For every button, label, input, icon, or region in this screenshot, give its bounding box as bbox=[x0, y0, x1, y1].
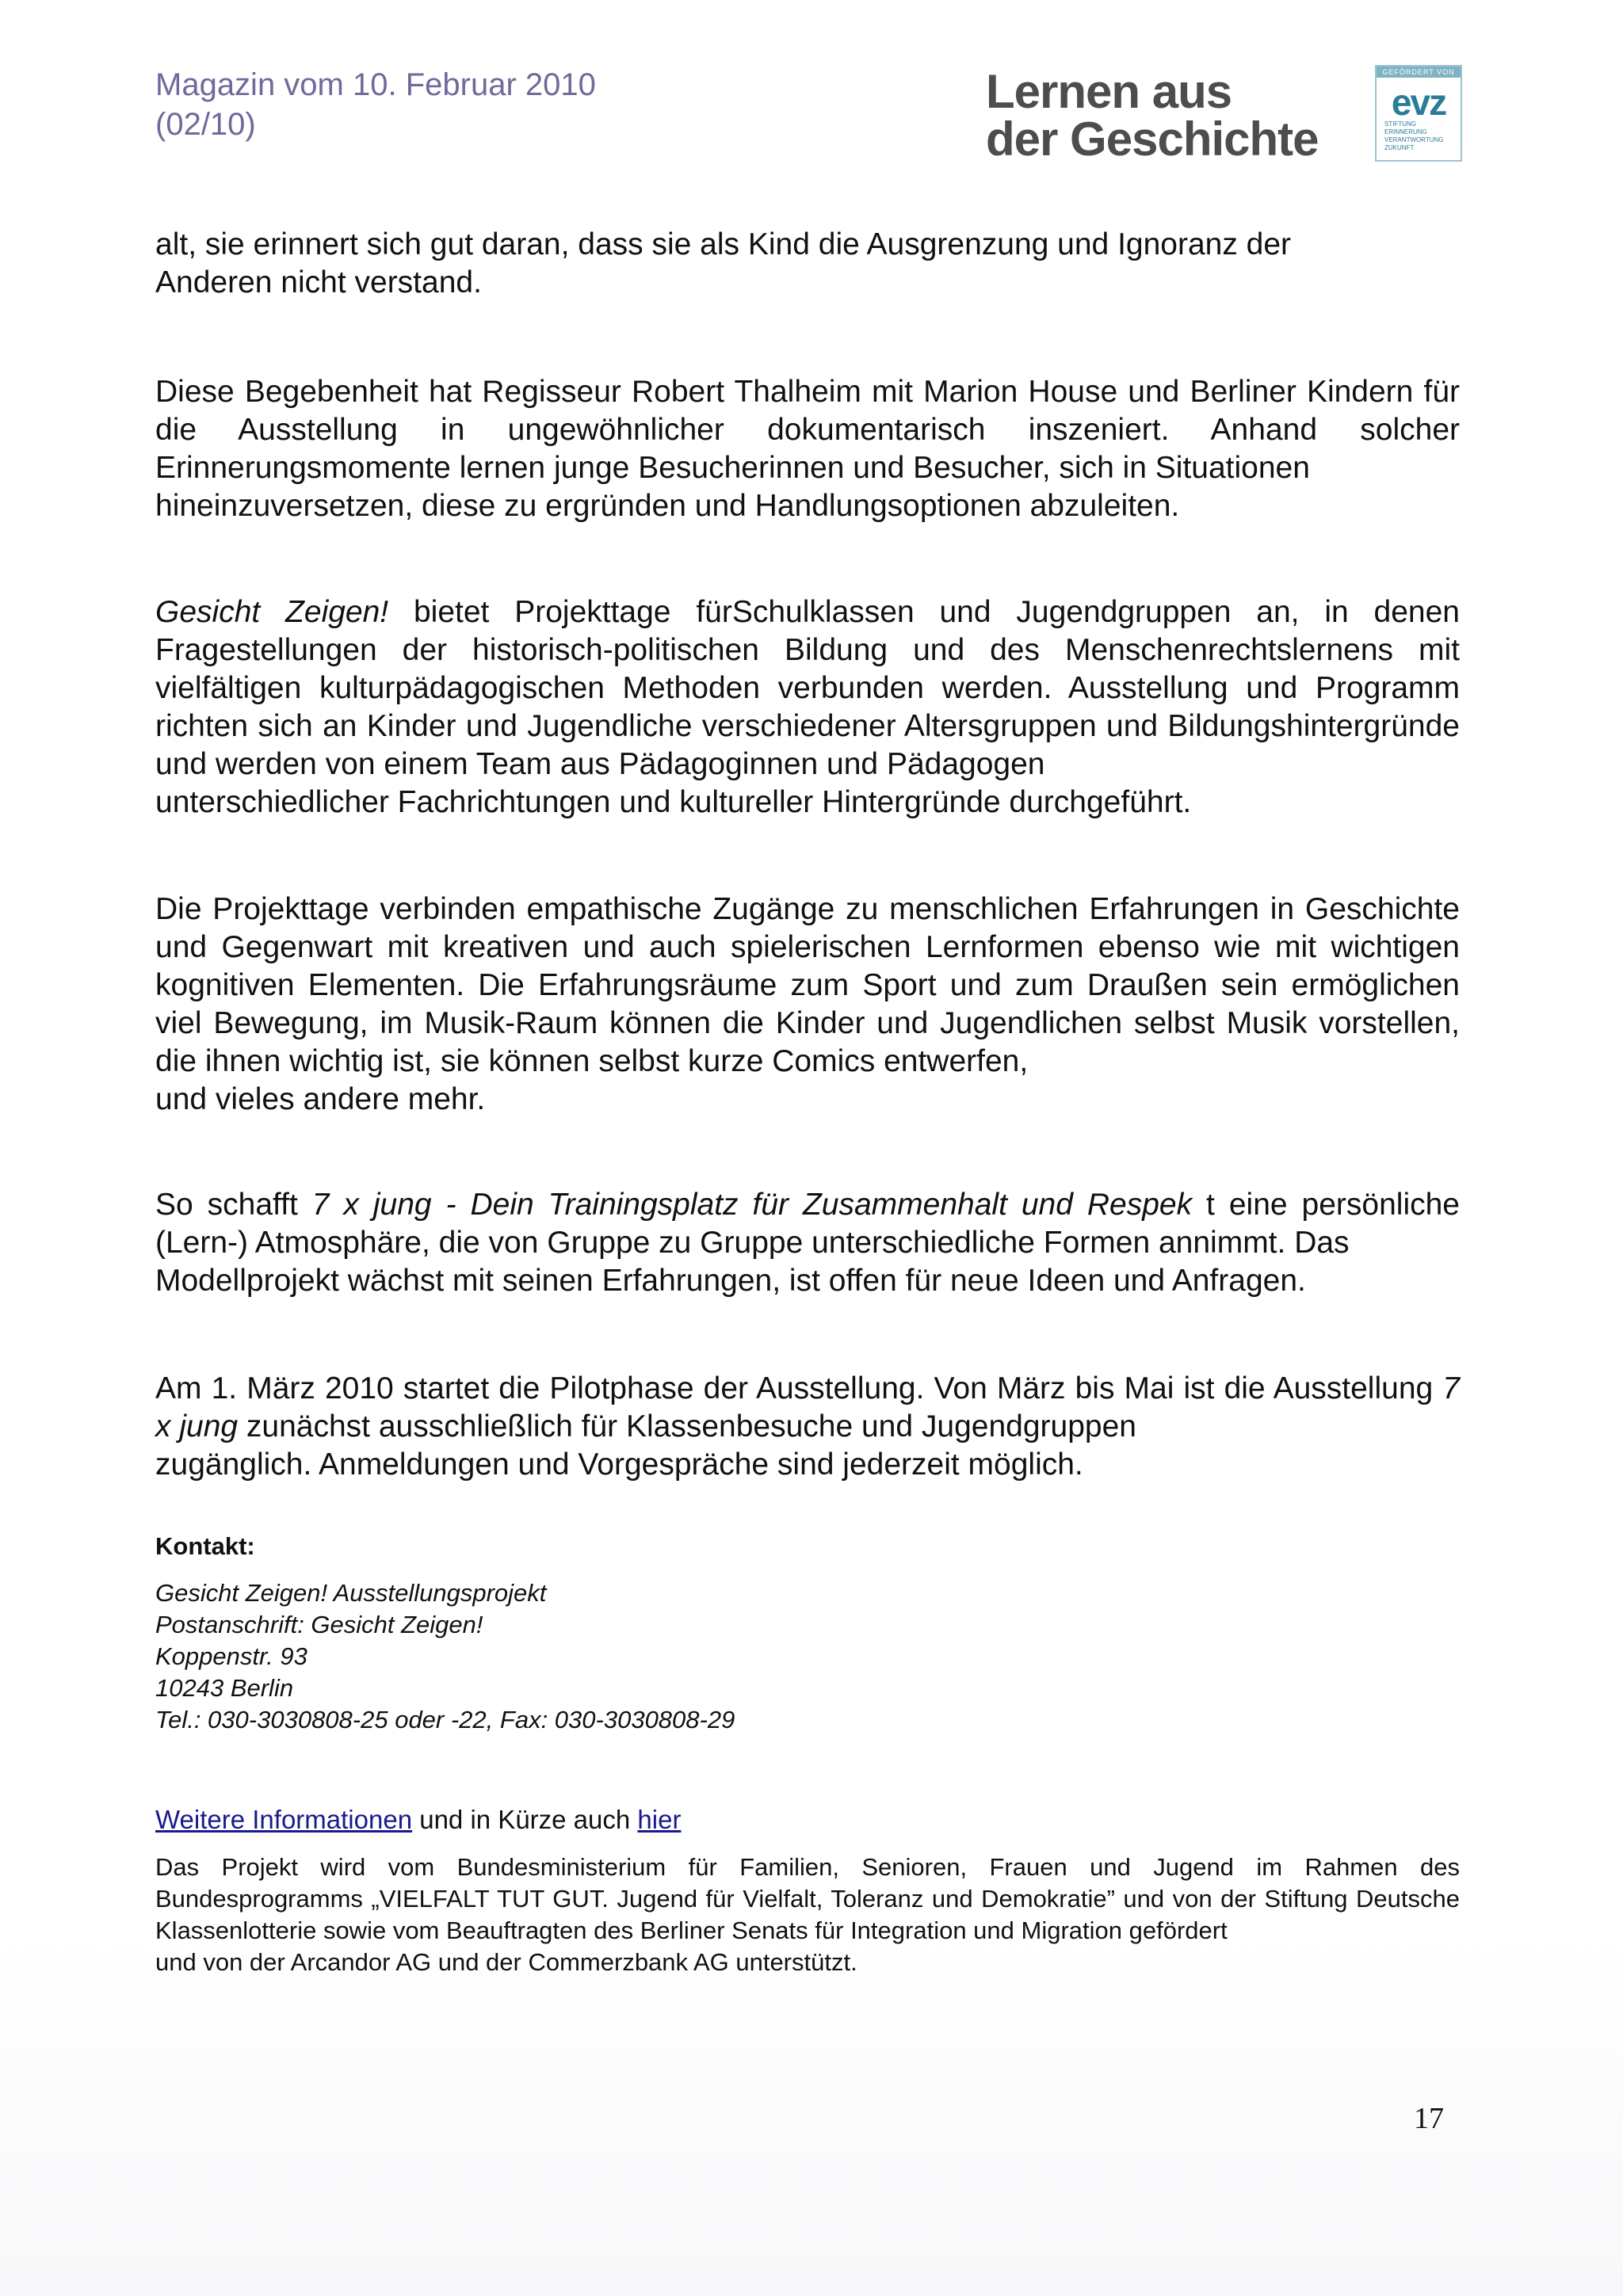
paragraph-6 bbox=[155, 1370, 1460, 1484]
issue-line-2: (02/10) bbox=[155, 107, 256, 142]
evz-foundation-logo bbox=[1375, 65, 1462, 162]
paragraph-4 bbox=[155, 891, 1460, 1119]
contact-line: Gesicht Zeigen! Ausstellungsprojekt bbox=[155, 1579, 547, 1607]
logo-line-2: der Geschichte bbox=[986, 113, 1319, 166]
info-links bbox=[155, 1805, 681, 1835]
paragraph-text: Diese Begebenheit hat Regisseur Robert Thalheim mit Marion House und Berliner Kindern für die Ausstellung in ungewöhnlicher dokumentarisch inszeniert. Anhand solcher Erinnerungsmomente lernen junge Besucherinnen und Besucher, sich in Situationen bbox=[155, 375, 1460, 485]
more-info-link[interactable]: Weitere Informationen bbox=[155, 1805, 413, 1834]
evz-line-3: VERANTWORTUNG bbox=[1384, 136, 1444, 143]
contact-line: Koppenstr. 93 bbox=[155, 1642, 307, 1670]
paragraph-text: Modellprojekt wächst mit seinen Erfahrungen, ist offen für neue Ideen und Anfragen. bbox=[155, 1264, 1306, 1298]
evz-top-label: GEFÖRDERT VON bbox=[1377, 67, 1461, 78]
contact-block bbox=[155, 1577, 735, 1736]
contact-heading: Kontakt: bbox=[155, 1532, 255, 1560]
paragraph-text: So schafft bbox=[155, 1188, 312, 1222]
paragraph-text: Am 1. März 2010 startet die Pilotphase der Ausstellung. Von März bis Mai ist die Ausstellung bbox=[155, 1371, 1443, 1405]
paragraph-2 bbox=[155, 373, 1460, 525]
funding-text: und von der Arcandor AG und der Commerzbank AG unterstützt. bbox=[155, 1948, 857, 1976]
page-number: 17 bbox=[1414, 2102, 1444, 2135]
funding-text: Das Projekt wird vom Bundesministerium für Familien, Senioren, Frauen und Jugend im Rahmen des Bundesprogramms „VIELFALT TUT GUT. Jugend für Vielfalt, Toleranz und Demokratie” und von der Stiftung Deutsche Klassenlotterie sowie vom Beauftragten des Berliner Senats für Integration und Migration gefördert bbox=[155, 1853, 1460, 1944]
site-logo bbox=[986, 65, 1319, 166]
contact-line: Postanschrift: Gesicht Zeigen! bbox=[155, 1611, 483, 1638]
paragraph-text: unterschiedlicher Fachrichtungen und kultureller Hintergründe durchgeführt. bbox=[155, 785, 1192, 819]
evz-line-2: ERINNERUNG bbox=[1384, 128, 1427, 135]
evz-mark: evz bbox=[1391, 82, 1446, 123]
magazine-date bbox=[155, 65, 596, 144]
paragraph-1 bbox=[155, 226, 1460, 302]
paragraph-text: t eine persönliche (Lern-) Atmosphäre, die von Gruppe zu Gruppe unterschiedliche Formen annimmt. Das bbox=[155, 1188, 1460, 1260]
funding-note bbox=[155, 1852, 1460, 1978]
evz-line-1: STIFTUNG bbox=[1384, 120, 1416, 128]
contact-line: 10243 Berlin bbox=[155, 1674, 294, 1702]
paragraph-text: bietet Projekttage fürSchulklassen und Jugendgruppen an, in denen Fragestellungen der historisch-politischen Bildung und des Menschenrechtslernens mit vielfältigen kulturpädagogischen Methoden verbunden werden. Ausstellung und Programm richten sich an Kinder und Jugendliche verschiedener Altersgruppen und Bildungshintergründe und werden von einem Team aus Pädagoginnen und Pädagogen bbox=[155, 595, 1460, 781]
here-link[interactable]: hier bbox=[637, 1805, 682, 1834]
paragraph-text: alt, sie erinnert sich gut daran, dass sie als Kind die Ausgrenzung und Ignoranz der bbox=[155, 227, 1292, 261]
links-connector-text: und in Kürze auch bbox=[412, 1805, 638, 1834]
contact-line: Tel.: 030-3030808-25 oder -22, Fax: 030-3030808-29 bbox=[155, 1706, 735, 1733]
paragraph-5 bbox=[155, 1186, 1460, 1300]
paragraph-text: hineinzuversetzen, diese zu ergründen und Handlungsoptionen abzuleiten. bbox=[155, 489, 1180, 523]
exhibition-title: 7 x jung - Dein Trainingsplatz für Zusammenhalt und Respek bbox=[311, 1188, 1193, 1222]
paragraph-3 bbox=[155, 593, 1460, 822]
project-name: Gesicht Zeigen! bbox=[155, 595, 389, 629]
paragraph-text: zunächst ausschließlich für Klassenbesuche und Jugendgruppen bbox=[238, 1409, 1136, 1444]
logo-line-1: Lernen aus bbox=[986, 65, 1232, 118]
exhibition-title: 7 x jung bbox=[155, 1371, 1460, 1444]
evz-line-4: ZUKUNFT bbox=[1384, 144, 1415, 151]
paragraph-text: und vieles andere mehr. bbox=[155, 1082, 486, 1116]
paragraph-text: Die Projekttage verbinden empathische Zugänge zu menschlichen Erfahrungen in Geschichte und Gegenwart mit kreativen und auch spielerischen Lernformen ebenso wie mit wichtigen kognitiven Elementen. Die Erfahrungsräume zum Sport und zum Draußen sein ermöglichen viel Bewegung, im Musik-Raum können die Kinder und Jugendlichen selbst Musik vorstellen, die ihnen wichtig ist, sie können selbst kurze Comics entwerfen, bbox=[155, 892, 1460, 1078]
paragraph-text: Anderen nicht verstand. bbox=[155, 265, 482, 299]
paragraph-text: zugänglich. Anmeldungen und Vorgespräche sind jederzeit möglich. bbox=[155, 1447, 1083, 1482]
issue-line-1: Magazin vom 10. Februar 2010 bbox=[155, 67, 596, 102]
